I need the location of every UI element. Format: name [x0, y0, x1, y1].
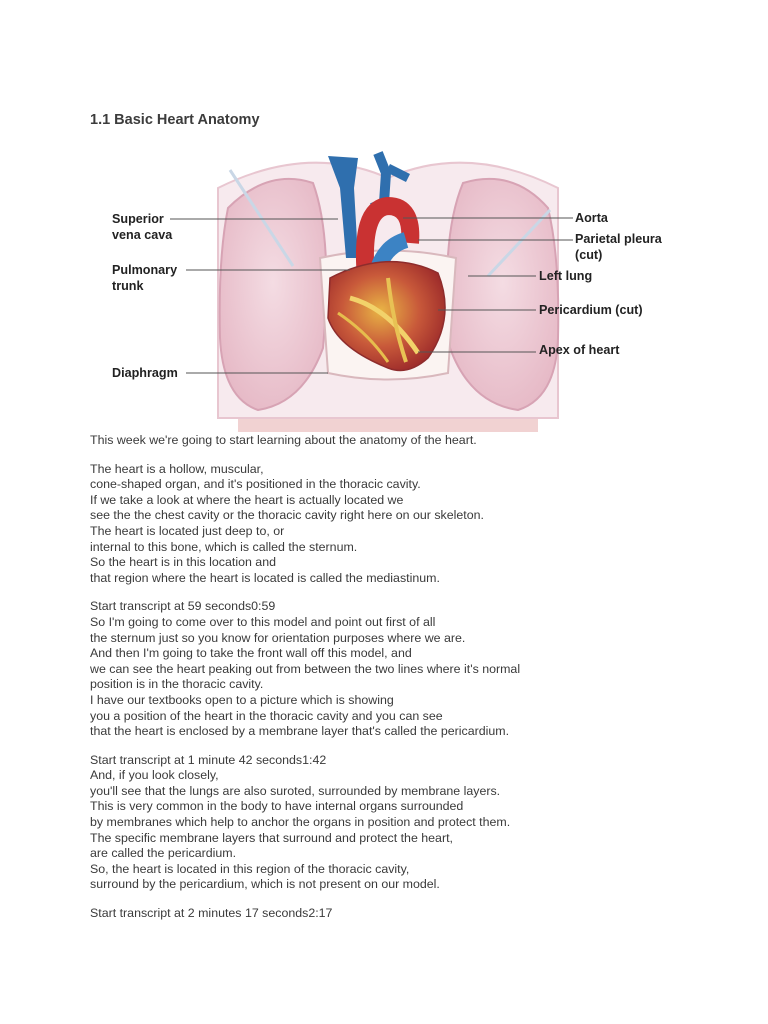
label-parietal-pleura-cut: (cut) [575, 248, 603, 262]
paragraph-5 [90, 906, 730, 922]
paragraph-2: The heart is a hollow, muscular, cone-shaped organ, and it's positioned in the thoracic cavity. If we take a look at where the heart is actually located we see the the chest cavity or the thoracic cavity right here on our skeleton. The heart is located just deep to, or internal to this bone, which is called the sternum. So the heart is in this location and that region where the heart is located is called the mediastinum. [90, 461, 484, 585]
label-parietal-pleura: Parietal pleura [575, 232, 662, 246]
transcript-timestamp-link[interactable]: Start transcript at 2 minutes 17 seconds2:17 [90, 906, 333, 921]
right-lung-shape [220, 179, 327, 410]
paragraph-4: Start transcript at 1 minute 42 seconds1:42 And, if you look closely, you'll see that the lungs are also suroted, surrounded by membrane layers. This is very common in the body to have internal organs surrounded by membranes which help to anchor the organs in position and protect them. The specific membrane layers that surround and protect the heart, are called the pericardium. So, the heart is located in this region of the thoracic cavity, surround by the pericardium, which is not present on our model. [90, 752, 511, 892]
label-trunk: trunk [112, 279, 144, 293]
paragraph-1: This week we're going to start learning about the anatomy of the heart. [90, 433, 477, 447]
heart-illustration [88, 148, 680, 432]
transcript-timestamp-link[interactable]: Start transcript at 1 minute 42 seconds1:42 [90, 752, 327, 767]
paragraph-3: Start transcript at 59 seconds0:59 So I'm going to come over to this model and point out first of all the sternum just so you know for orientation purposes where we are. And then I'm going to take the front wall off this model, and we can see the heart peaking out from between the two lines where it's normal position is in the thoracic cavity. I have our textbooks open to a picture which is showing you a position of the heart in the thoracic cavity and you can see that the heart is enclosed by a membrane layer that's called the pericardium. [90, 599, 521, 739]
left-lung-shape [447, 179, 558, 410]
label-apex: Apex of heart [539, 343, 620, 357]
label-pericardium: Pericardium (cut) [539, 303, 643, 317]
label-aorta: Aorta [575, 211, 608, 225]
label-pulmonary: Pulmonary [112, 263, 178, 277]
label-diaphragm: Diaphragm [112, 366, 178, 380]
heart-anatomy-figure [88, 148, 680, 432]
label-vena-cava: vena cava [112, 228, 173, 242]
label-superior: Superior [112, 212, 164, 226]
transcript-timestamp-link[interactable]: Start transcript at 59 seconds0:59 [90, 599, 276, 614]
transcript-body [90, 433, 730, 922]
section-heading: 1.1 Basic Heart Anatomy [90, 112, 260, 128]
label-left-lung: Left lung [539, 269, 593, 283]
